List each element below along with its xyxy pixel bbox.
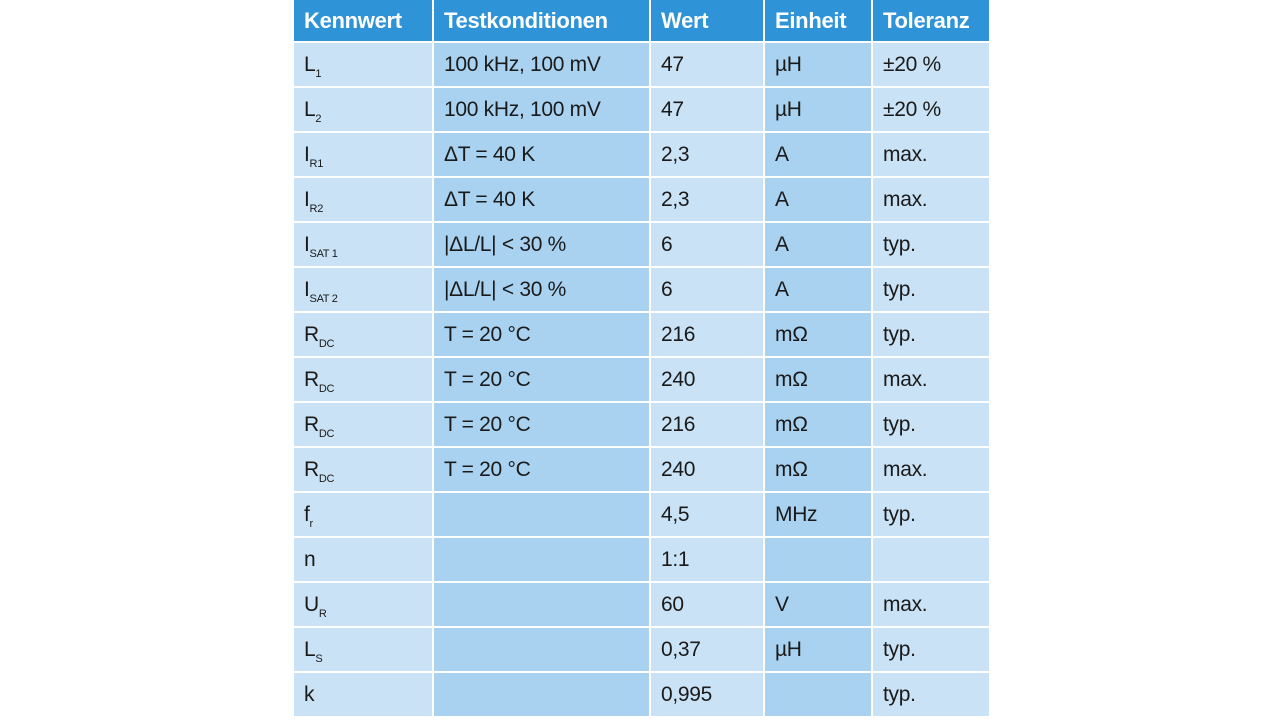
cell-wert: 6 bbox=[651, 266, 765, 311]
cell-kennwert bbox=[294, 581, 434, 626]
table-header-row bbox=[294, 0, 989, 41]
kennwert-subscript: r bbox=[309, 517, 313, 530]
cell-einheit: mΩ bbox=[765, 401, 873, 446]
cell-wert: 240 bbox=[651, 356, 765, 401]
cell-testkondition: |ΔL/L| < 30 % bbox=[434, 266, 651, 311]
kennwert-subscript: 1 bbox=[315, 67, 322, 80]
kennwert-subscript: 2 bbox=[315, 112, 322, 125]
cell-testkondition bbox=[434, 536, 651, 581]
cell-einheit: mΩ bbox=[765, 356, 873, 401]
cell-testkondition: T = 20 °C bbox=[434, 401, 651, 446]
cell-wert: 2,3 bbox=[651, 176, 765, 221]
kennwert-subscript: S bbox=[315, 652, 323, 665]
table-row bbox=[294, 491, 989, 536]
cell-einheit: A bbox=[765, 131, 873, 176]
cell-einheit: V bbox=[765, 581, 873, 626]
table-row bbox=[294, 356, 989, 401]
header-wert: Wert bbox=[651, 0, 765, 41]
kennwert-symbol: L bbox=[304, 52, 316, 76]
table-row bbox=[294, 626, 989, 671]
cell-einheit: µH bbox=[765, 41, 873, 86]
table-row bbox=[294, 311, 989, 356]
kennwert-subscript: DC bbox=[318, 472, 335, 485]
kennwert-symbol: R bbox=[304, 367, 319, 391]
kennwert-symbol: f bbox=[304, 502, 310, 526]
cell-einheit: µH bbox=[765, 626, 873, 671]
cell-kennwert bbox=[294, 401, 434, 446]
cell-toleranz: typ. bbox=[873, 311, 989, 356]
cell-einheit: µH bbox=[765, 86, 873, 131]
table-row bbox=[294, 581, 989, 626]
kennwert-symbol: I bbox=[304, 232, 310, 256]
table-row bbox=[294, 266, 989, 311]
kennwert-subscript: DC bbox=[318, 427, 335, 440]
kennwert-symbol: I bbox=[304, 142, 310, 166]
kennwert-symbol: I bbox=[304, 187, 310, 211]
table-row bbox=[294, 176, 989, 221]
cell-einheit: A bbox=[765, 221, 873, 266]
table-row bbox=[294, 536, 989, 581]
cell-toleranz: typ. bbox=[873, 401, 989, 446]
cell-testkondition bbox=[434, 491, 651, 536]
header-toleranz: Toleranz bbox=[873, 0, 989, 41]
cell-toleranz: max. bbox=[873, 581, 989, 626]
table-body bbox=[294, 41, 989, 716]
kennwert-subscript: SAT 1 bbox=[309, 247, 338, 260]
cell-testkondition bbox=[434, 581, 651, 626]
table-row bbox=[294, 221, 989, 266]
cell-toleranz: ±20 % bbox=[873, 41, 989, 86]
kennwert-symbol: R bbox=[304, 322, 319, 346]
cell-toleranz: max. bbox=[873, 446, 989, 491]
kennwert-symbol: L bbox=[304, 637, 316, 661]
cell-testkondition: |ΔL/L| < 30 % bbox=[434, 221, 651, 266]
cell-kennwert bbox=[294, 671, 434, 716]
cell-wert: 47 bbox=[651, 86, 765, 131]
cell-testkondition: ΔT = 40 K bbox=[434, 176, 651, 221]
cell-kennwert bbox=[294, 221, 434, 266]
kennwert-symbol: R bbox=[304, 412, 319, 436]
spec-table bbox=[294, 0, 989, 716]
cell-toleranz: ±20 % bbox=[873, 86, 989, 131]
table-row bbox=[294, 131, 989, 176]
cell-wert: 2,3 bbox=[651, 131, 765, 176]
header-testkonditionen: Testkonditionen bbox=[434, 0, 651, 41]
cell-toleranz: typ. bbox=[873, 491, 989, 536]
spec-table-container bbox=[294, 0, 989, 721]
cell-toleranz: max. bbox=[873, 176, 989, 221]
cell-testkondition: ΔT = 40 K bbox=[434, 131, 651, 176]
cell-wert: 1:1 bbox=[651, 536, 765, 581]
cell-toleranz: typ. bbox=[873, 626, 989, 671]
cell-kennwert bbox=[294, 131, 434, 176]
cell-testkondition: T = 20 °C bbox=[434, 446, 651, 491]
kennwert-subscript: R1 bbox=[309, 157, 324, 170]
cell-testkondition: T = 20 °C bbox=[434, 356, 651, 401]
cell-einheit bbox=[765, 536, 873, 581]
kennwert-symbol: k bbox=[304, 682, 315, 706]
table-row bbox=[294, 671, 989, 716]
cell-toleranz: typ. bbox=[873, 671, 989, 716]
cell-wert: 0,995 bbox=[651, 671, 765, 716]
cell-testkondition bbox=[434, 626, 651, 671]
cell-einheit: mΩ bbox=[765, 311, 873, 356]
table-row bbox=[294, 86, 989, 131]
kennwert-subscript: R bbox=[318, 607, 327, 620]
cell-testkondition: 100 kHz, 100 mV bbox=[434, 86, 651, 131]
cell-kennwert bbox=[294, 446, 434, 491]
kennwert-subscript: SAT 2 bbox=[309, 292, 338, 305]
cell-wert: 216 bbox=[651, 311, 765, 356]
kennwert-symbol: U bbox=[304, 592, 319, 616]
cell-wert: 6 bbox=[651, 221, 765, 266]
cell-wert: 0,37 bbox=[651, 626, 765, 671]
cell-einheit: MHz bbox=[765, 491, 873, 536]
kennwert-subscript: DC bbox=[318, 337, 335, 350]
kennwert-subscript: R2 bbox=[309, 202, 324, 215]
cell-toleranz: typ. bbox=[873, 221, 989, 266]
cell-toleranz bbox=[873, 536, 989, 581]
cell-testkondition: 100 kHz, 100 mV bbox=[434, 41, 651, 86]
cell-kennwert bbox=[294, 86, 434, 131]
kennwert-symbol: I bbox=[304, 277, 310, 301]
cell-wert: 60 bbox=[651, 581, 765, 626]
cell-toleranz: max. bbox=[873, 131, 989, 176]
table-row bbox=[294, 446, 989, 491]
cell-wert: 4,5 bbox=[651, 491, 765, 536]
cell-wert: 240 bbox=[651, 446, 765, 491]
cell-einheit bbox=[765, 671, 873, 716]
cell-kennwert bbox=[294, 491, 434, 536]
header-kennwert: Kennwert bbox=[294, 0, 434, 41]
cell-kennwert bbox=[294, 311, 434, 356]
cell-toleranz: typ. bbox=[873, 266, 989, 311]
kennwert-symbol: L bbox=[304, 97, 316, 121]
cell-toleranz: max. bbox=[873, 356, 989, 401]
cell-testkondition: T = 20 °C bbox=[434, 311, 651, 356]
cell-kennwert bbox=[294, 626, 434, 671]
cell-kennwert bbox=[294, 41, 434, 86]
cell-testkondition bbox=[434, 671, 651, 716]
cell-wert: 47 bbox=[651, 41, 765, 86]
header-einheit: Einheit bbox=[765, 0, 873, 41]
kennwert-symbol: R bbox=[304, 457, 319, 481]
table-row bbox=[294, 401, 989, 446]
cell-kennwert bbox=[294, 536, 434, 581]
cell-wert: 216 bbox=[651, 401, 765, 446]
kennwert-subscript: DC bbox=[318, 382, 335, 395]
cell-kennwert bbox=[294, 176, 434, 221]
cell-einheit: A bbox=[765, 266, 873, 311]
kennwert-symbol: n bbox=[304, 547, 316, 571]
cell-kennwert bbox=[294, 356, 434, 401]
cell-kennwert bbox=[294, 266, 434, 311]
cell-einheit: mΩ bbox=[765, 446, 873, 491]
table-row bbox=[294, 41, 989, 86]
cell-einheit: A bbox=[765, 176, 873, 221]
